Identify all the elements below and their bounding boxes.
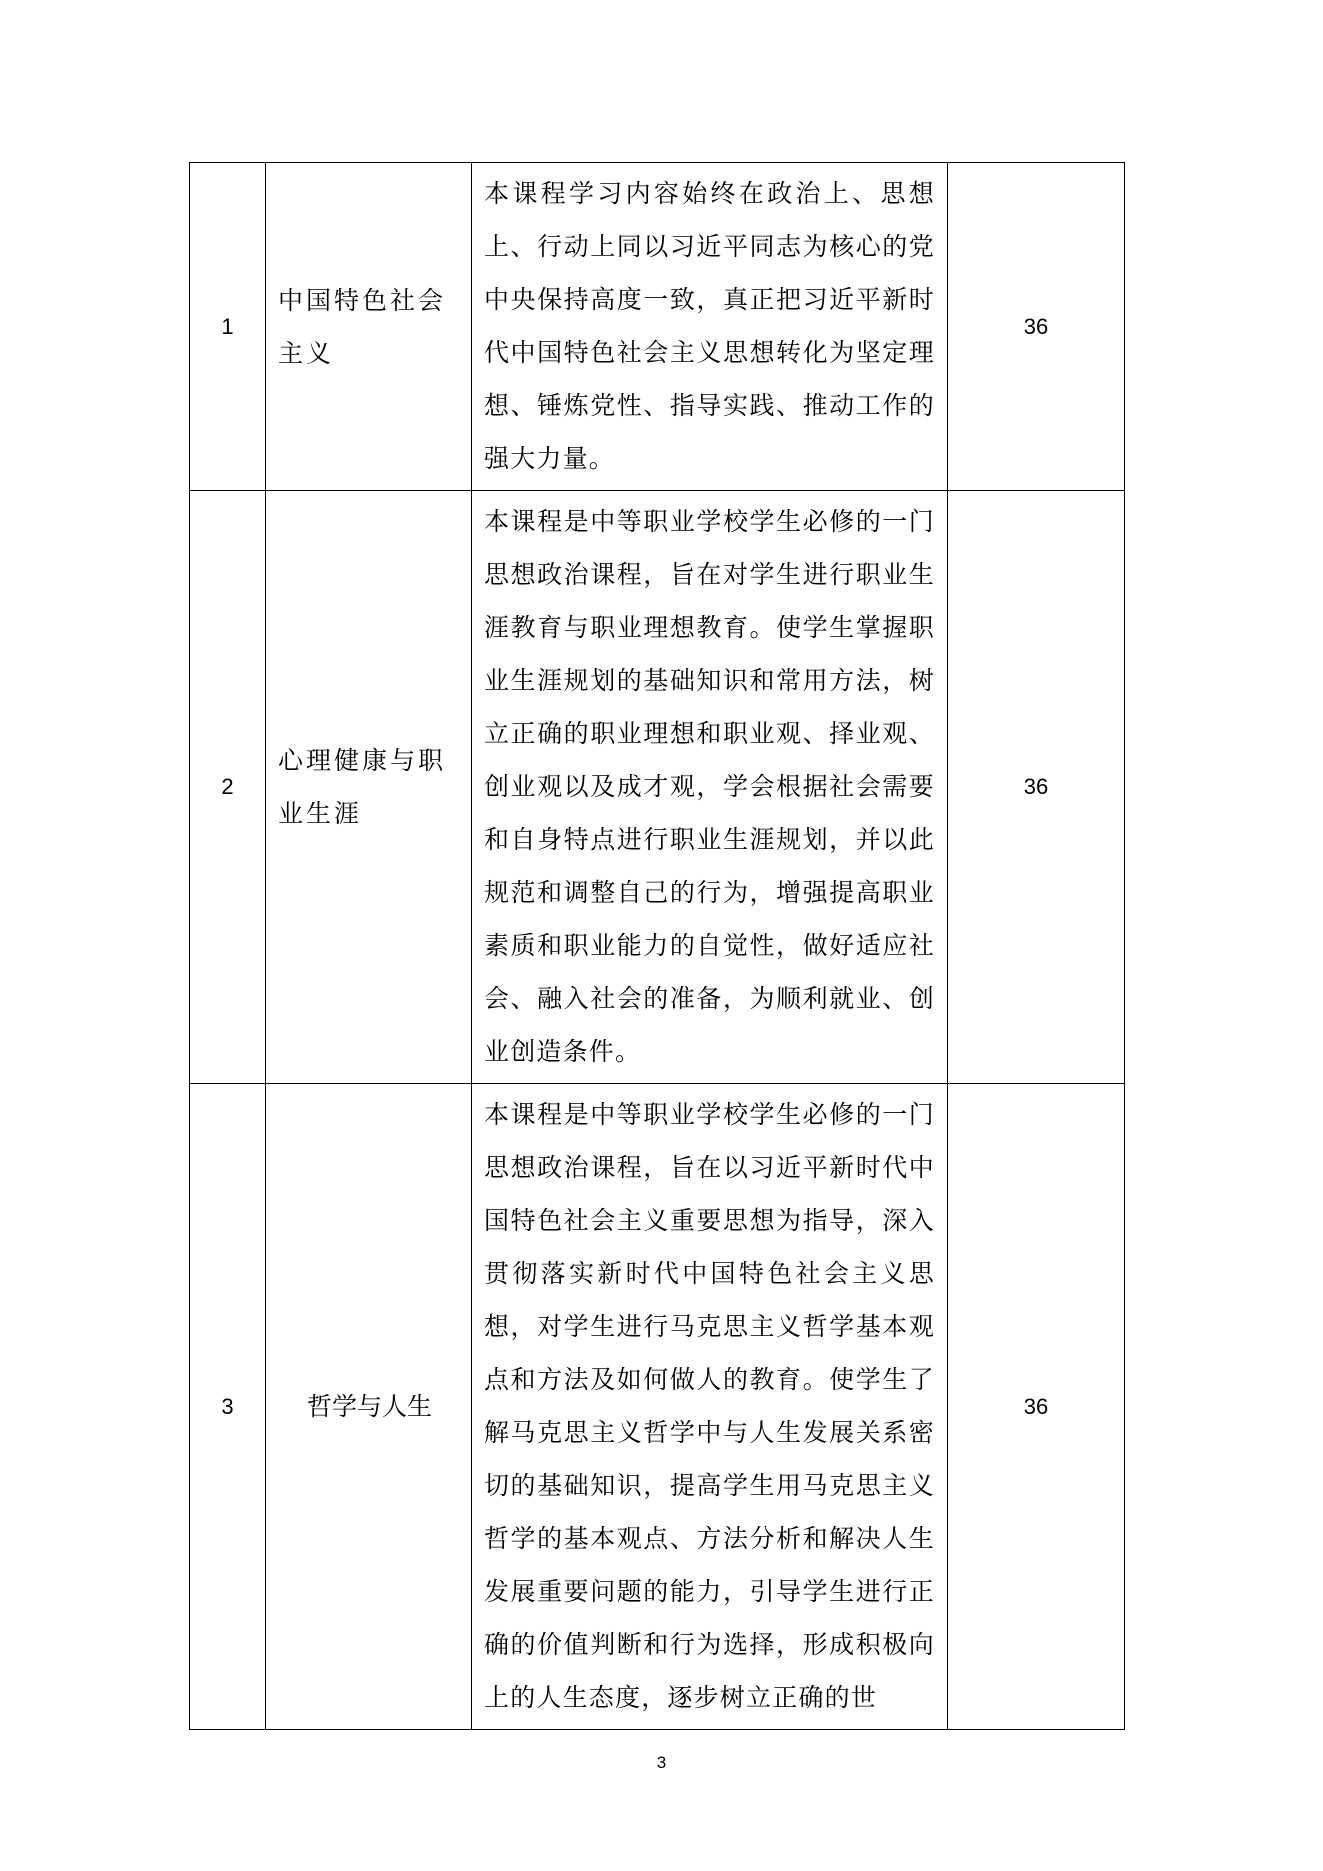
course-hours: 36 — [948, 491, 1125, 1084]
row-number: 2 — [190, 491, 266, 1084]
course-description: 本课程是中等职业学校学生必修的一门思想政治课程，旨在对学生进行职业生涯教育与职业理想教育。使学生掌握职业生涯规划的基础知识和常用方法，树立正确的职业理想和职业观、择业观、创业观以及成才观，学会根据社会需要和自身特点进行职业生涯规划，并以此规范和调整自己的行为，增强提高职业素质和职业能力的自觉性，做好适应社会、融入社会的准备，为顺利就业、创业创造条件。 — [472, 491, 948, 1084]
course-name: 心理健康与职业生涯 — [266, 491, 472, 1084]
course-hours: 36 — [948, 163, 1125, 491]
page-number: 3 — [656, 1753, 667, 1772]
course-description: 本课程学习内容始终在政治上、思想上、行动上同以习近平同志为核心的党中央保持高度一致，真正把习近平新时代中国特色社会主义思想转化为坚定理想、锤炼党性、指导实践、推动工作的强大力量。 — [472, 163, 948, 491]
row-number: 3 — [190, 1084, 266, 1730]
table-row — [190, 491, 1125, 1084]
table-row — [190, 163, 1125, 491]
course-name: 哲学与人生 — [266, 1084, 472, 1730]
course-hours: 36 — [948, 1084, 1125, 1730]
course-description: 本课程是中等职业学校学生必修的一门思想政治课程，旨在以习近平新时代中国特色社会主义重要思想为指导，深入贯彻落实新时代中国特色社会主义思想，对学生进行马克思主义哲学基本观点和方法及如何做人的教育。使学生了解马克思主义哲学中与人生发展关系密切的基础知识，提高学生用马克思主义哲学的基本观点、方法分析和解决人生发展重要问题的能力，引导学生进行正确的价值判断和行为选择，形成积极向上的人生态度，逐步树立正确的世 — [472, 1084, 948, 1730]
course-name: 中国特色社会主义 — [266, 163, 472, 491]
table-row — [190, 1084, 1125, 1730]
row-number: 1 — [190, 163, 266, 491]
course-table — [189, 162, 1125, 1730]
